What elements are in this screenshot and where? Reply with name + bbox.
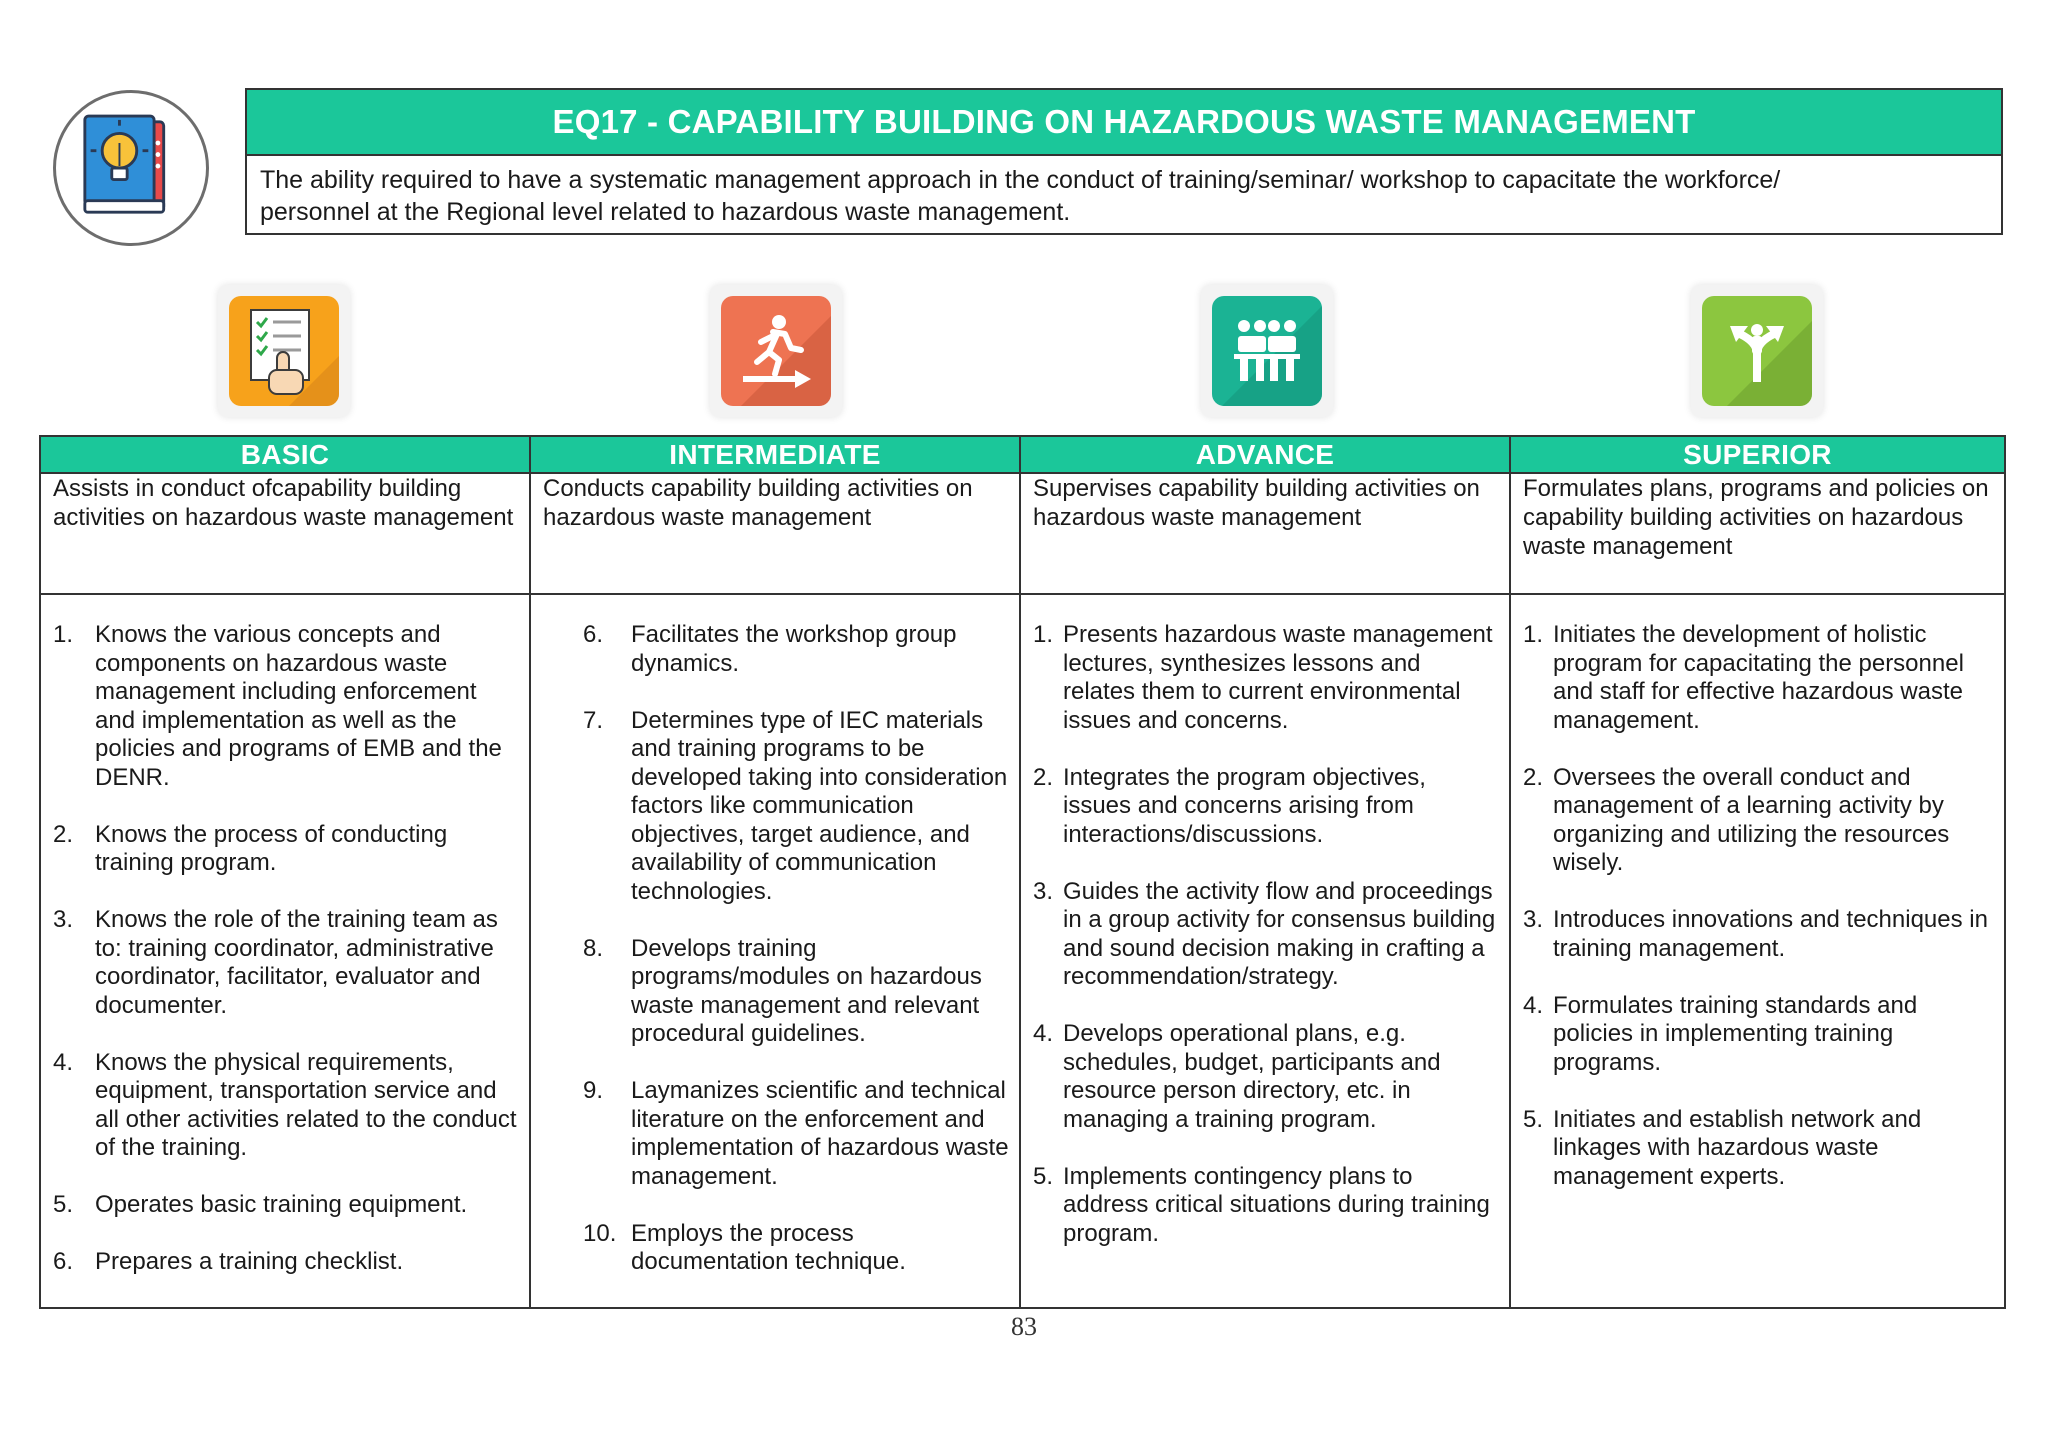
list-item: 6. Prepares a training checklist.	[53, 1248, 404, 1275]
summary-basic: Assists in conduct ofcapability building activities on hazardous waste management	[40, 473, 530, 594]
level-header-superior: SUPERIOR	[1510, 436, 2005, 473]
details-basic	[40, 594, 530, 1308]
list-item: 6. Facilitates the workshop group dynamics.	[583, 621, 957, 677]
details-advance	[1020, 594, 1510, 1308]
list-item: 1. Knows the various concepts and components on hazardous waste management including enforcement and implementation as well as the policies and programs of EMB and the DENR.	[53, 621, 502, 791]
details-intermediate	[530, 594, 1020, 1308]
list-item: 8. Develops training programs/modules on hazardous waste management and relevant procedural guidelines.	[583, 934, 982, 1047]
summary-advance: Supervises capability building activities on hazardous waste management	[1020, 473, 1510, 594]
competency-levels-table	[39, 435, 2006, 1309]
list-item: 3. Guides the activity flow and proceedings in a group activity for consensus building and sound decision making in crafting a recommendation/strategy.	[1033, 877, 1496, 990]
level-header-advance: ADVANCE	[1020, 436, 1510, 473]
details-superior	[1510, 594, 2005, 1308]
summary-intermediate: Conducts capability building activities on hazardous waste management	[530, 473, 1020, 594]
basic-indicator-list	[53, 621, 519, 1277]
list-item: 2. Oversees the overall conduct and management of a learning activity by organizing and utilizing the resources wisely.	[1523, 763, 1950, 876]
list-item: 10. Employs the process documentation technique.	[583, 1219, 906, 1275]
list-item: 4. Formulates training standards and policies in implementing training programs.	[1523, 991, 1918, 1076]
list-item: 5. Implements contingency plans to address critical situations during training program.	[1033, 1162, 1490, 1247]
competency-description	[247, 156, 2001, 228]
description-line-1: The ability required to have a systematic management approach in the conduct of training/seminar/ workshop to capacitate the workforce/	[260, 166, 1781, 194]
checklist-hand-icon	[218, 285, 350, 417]
team-people-icon	[1201, 285, 1333, 417]
list-item: 7. Determines type of IEC materials and training programs to be developed taking into consideration factors like communication objectives, target audience, and availability of communication technologies.	[583, 706, 1008, 905]
level-summary-row	[40, 473, 2005, 594]
description-line-2: personnel at the Regional level related to hazardous waste management.	[260, 198, 1071, 226]
list-item: 3. Knows the role of the training team as to: training coordinator, administrative coordinator, facilitator, evaluator and documenter.	[53, 906, 498, 1019]
list-item: 4. Develops operational plans, e.g. schedules, budget, participants and resource person directory, etc. in managing a training program.	[1033, 1020, 1441, 1133]
list-item: 5. Initiates and establish network and linkages with hazardous waste management experts.	[1523, 1105, 1922, 1190]
level-header-basic: BASIC	[40, 436, 530, 473]
split-direction-arrows-icon	[1691, 285, 1823, 417]
page-title: EQ17 - CAPABILITY BUILDING ON HAZARDOUS WASTE MANAGEMENT	[247, 90, 2001, 156]
lightbulb-book-icon	[53, 90, 209, 246]
list-item: 9. Laymanizes scientific and technical literature on the enforcement and implementation of hazardous waste management.	[583, 1077, 1009, 1190]
running-person-arrow-icon	[710, 285, 842, 417]
advance-indicator-list	[1033, 621, 1499, 1248]
level-header-intermediate: INTERMEDIATE	[530, 436, 1020, 473]
superior-indicator-list	[1523, 621, 1994, 1191]
list-item: 3. Introduces innovations and techniques in training management.	[1523, 906, 1988, 962]
summary-superior: Formulates plans, programs and policies on capability building activities on hazardous waste management	[1510, 473, 2005, 594]
list-item: 5. Operates basic training equipment.	[53, 1191, 468, 1218]
list-item: 1. Presents hazardous waste management lectures, synthesizes lessons and relates them to current environmental issues and concerns.	[1033, 621, 1493, 734]
list-item: 2. Integrates the program objectives, issues and concerns arising from interactions/discussions.	[1033, 763, 1426, 848]
level-header-row	[40, 436, 2005, 473]
level-details-row	[40, 594, 2005, 1308]
competency-header	[245, 88, 2003, 235]
page-number: 83	[1011, 1312, 1037, 1341]
list-item: 4. Knows the physical requirements, equipment, transportation service and all other activities related to the conduct of the training.	[53, 1048, 517, 1161]
list-item: 1. Initiates the development of holistic program for capacitating the personnel and staff for effective hazardous waste management.	[1523, 621, 1964, 734]
intermediate-indicator-list	[543, 621, 1009, 1277]
list-item: 2. Knows the process of conducting training program.	[53, 820, 448, 876]
